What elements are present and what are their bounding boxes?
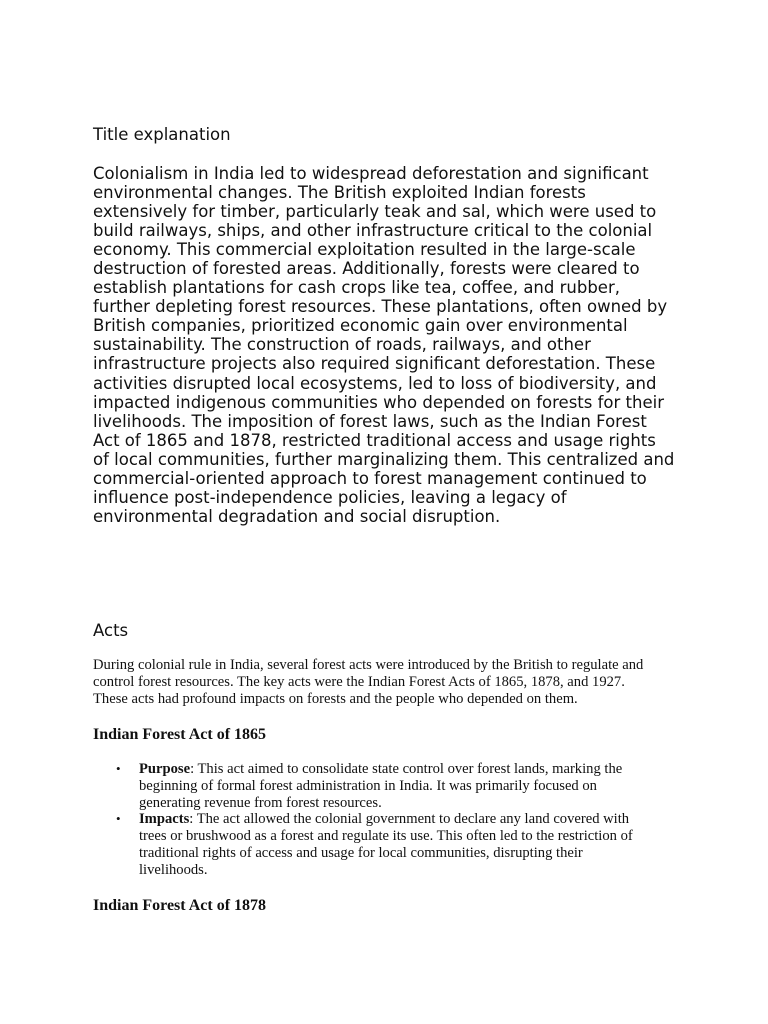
list-item xyxy=(93,811,653,878)
impacts-text: : The act allowed the colonial government to declare any land covered with trees or brushwood as a forest and regulate its use. This often led to the restriction of traditional rights of access and usage for local communities, disrupting their livelihoods. xyxy=(139,811,633,878)
act-1865-heading: Indian Forest Act of 1865 xyxy=(93,726,267,743)
bullet-icon: • xyxy=(116,811,121,827)
purpose-term: Purpose xyxy=(139,761,191,777)
document-title: Title explanation xyxy=(93,125,231,144)
act-1878-heading: Indian Forest Act of 1878 xyxy=(93,897,267,914)
impacts-term: Impacts xyxy=(139,811,190,828)
list-item xyxy=(93,761,653,811)
purpose-text: : This act aimed to consolidate state control over forest lands, marking the beginning of formal forest administration in India. It was primarily focused on generating revenue from forest resources. xyxy=(139,761,623,811)
bullet-icon: • xyxy=(116,761,121,776)
acts-heading: Acts xyxy=(93,621,129,640)
acts-intro-paragraph: During colonial rule in India, several forest acts were introduced by the British to regulate and control forest resources. The key acts were the Indian Forest Acts of 1865, 1878, and 1927. These acts had profound impacts on forests and the people who depended on them. xyxy=(93,657,644,707)
act-1865-bullet-list xyxy=(93,761,653,879)
intro-paragraph: Colonialism in India led to widespread deforestation and significant environmental changes. The British exploited Indian forests extensively for timber, particularly teak and sal, which were used to build railways, ships, and other infrastructure critical to the colonial economy. This commercial exploitation resulted in the large-scale destruction of forested areas. Additionally, forests were cleared to establish plantations for cash crops like tea, coffee, and rubber, further depleting forest resources. These plantations, often owned by British companies, prioritized economic gain over environmental sustainability. The construction of roads, railways, and other infrastructure projects also required significant deforestation. These activities disrupted local ecosystems, led to loss of biodiversity, and impacted indigenous communities who depended on forests for their livelihoods. The imposition of forest laws, such as the Indian Forest Act of 1865 and 1878, restricted traditional access and usage rights of local communities, further marginalizing them. This centralized and commercial-oriented approach to forest management continued to influence post-independence policies, leaving a legacy of environmental degradation and social disruption. xyxy=(93,164,675,526)
